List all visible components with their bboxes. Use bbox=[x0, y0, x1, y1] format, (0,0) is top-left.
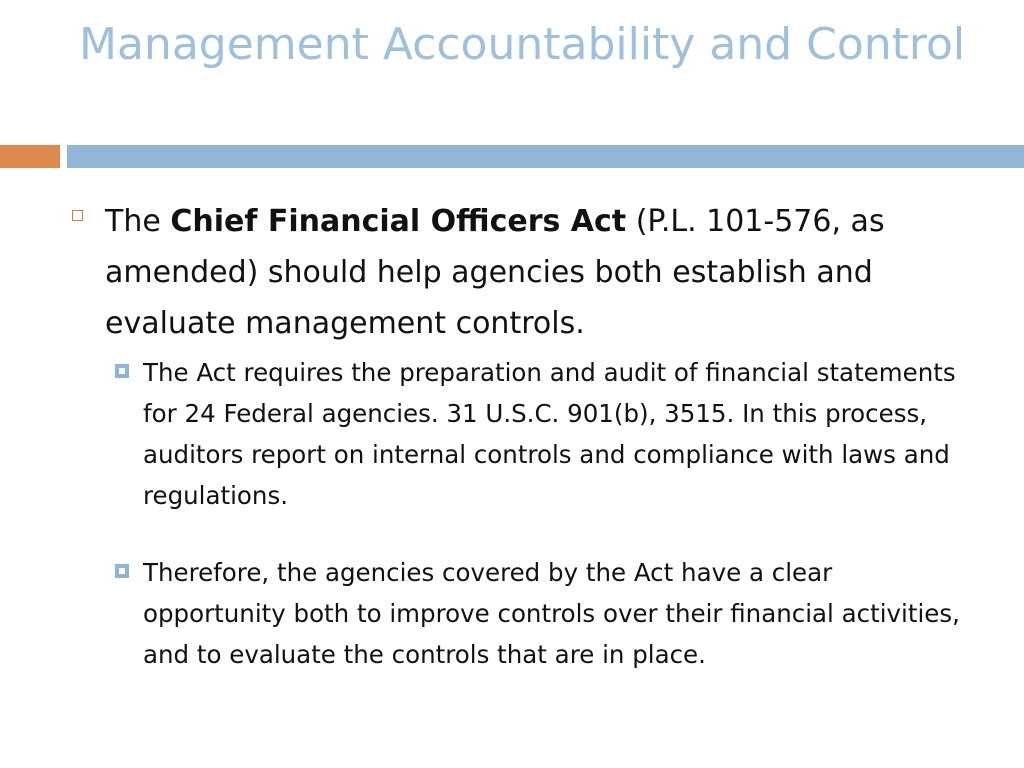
hollow-square-bullet-icon bbox=[72, 210, 83, 221]
main-bullet-bold: Chief Financial Officers Act bbox=[170, 204, 627, 239]
main-bullet bbox=[72, 196, 972, 349]
square-bullet-icon bbox=[115, 564, 129, 578]
sub-bullet-2 bbox=[115, 552, 975, 675]
main-bullet-text bbox=[105, 196, 955, 349]
sub-bullet-text: The Act requires the preparation and audit of financial statements for 24 Federal agencies. 31 U.S.C. 901(b), 3515. In this process, auditors report on internal controls and compliance with laws and regulations. bbox=[143, 358, 956, 510]
slide-title: Management Accountability and Control bbox=[79, 19, 966, 70]
accent-bar-blue bbox=[67, 145, 1024, 168]
accent-bar-orange bbox=[0, 145, 60, 168]
main-bullet-suffix: (P.L. 101-576, as amended) should help agencies both establish and evaluate management controls. bbox=[105, 204, 885, 341]
sub-bullet-text: Therefore, the agencies covered by the Act have a clear opportunity both to improve controls over their financial activities, and to evaluate the controls that are in place. bbox=[143, 558, 960, 669]
main-bullet-prefix: The bbox=[105, 204, 171, 239]
square-bullet-icon bbox=[115, 364, 129, 378]
sub-bullet-1 bbox=[115, 352, 975, 516]
